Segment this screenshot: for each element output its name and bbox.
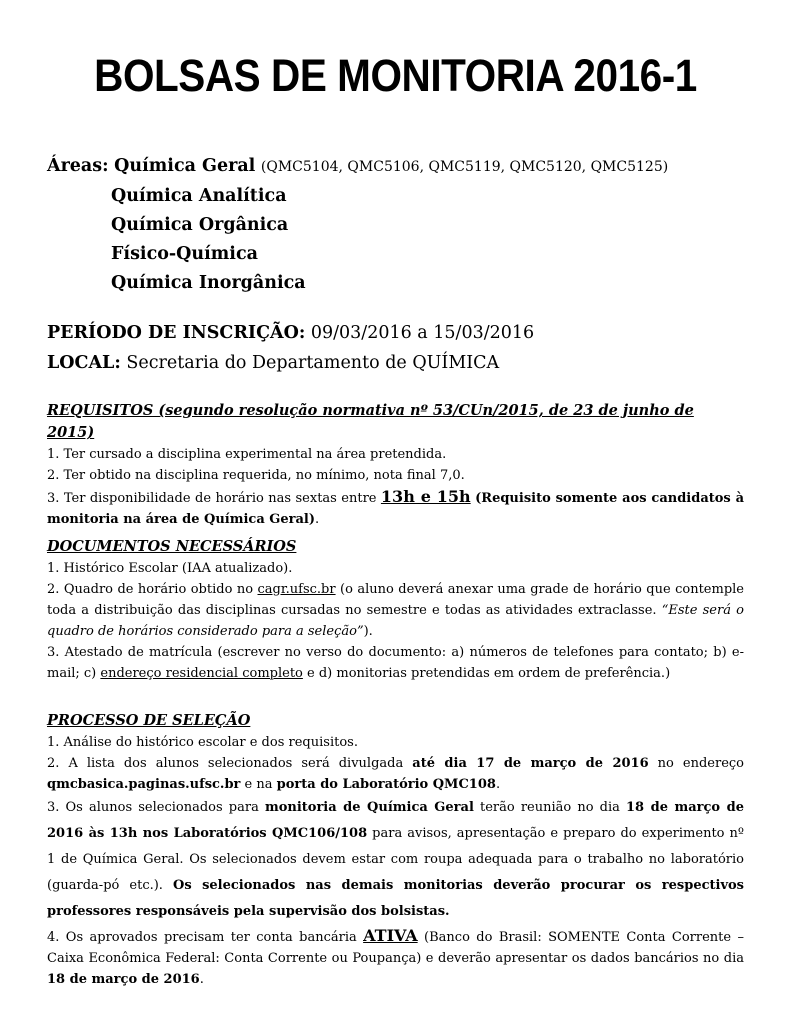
- processo-bold: porta do Laboratório QMC108: [276, 777, 496, 792]
- documento-underlined: endereço residencial completo: [100, 666, 303, 681]
- area-codes: (QMC5104, QMC5106, QMC5119, QMC5120, QMC5125): [260, 159, 669, 175]
- processo-heading: PROCESSO DE SELEÇÃO: [47, 712, 251, 729]
- processo-text: .: [495, 777, 501, 792]
- areas-label: Áreas:: [47, 156, 109, 176]
- periodo-value: 09/03/2016 a 15/03/2016: [310, 323, 535, 343]
- processo-item: [47, 753, 744, 795]
- processo-text: no endereço: [648, 756, 744, 771]
- documento-item: 1. Histórico Escolar (IAA atualizado).: [47, 561, 293, 576]
- area-item: Química Analítica: [111, 186, 287, 206]
- processo-text: para avisos, apresentação e preparo do experimento nº 1 de Química Geral. Os selecionados devem estar com roupa adequada para o trabalho no laboratório (guarda-pó etc.).: [47, 826, 745, 893]
- processo-text: e na: [240, 777, 277, 792]
- area-item: Química Orgânica: [111, 215, 289, 235]
- processo-item: 1. Análise do histórico escolar e dos requisitos.: [47, 735, 358, 750]
- processo-bold: até dia 17 de março de 2016: [412, 756, 649, 771]
- areas-first-line: [47, 152, 668, 182]
- requisito-item: 2. Ter obtido na disciplina requerida, no mínimo, nota final 7,0.: [47, 468, 465, 483]
- documento-text: (o aluno deverá anexar uma grade de horário que contemple toda a distribuição das disciplinas cursadas no semestre e todas as atividades extraclasse.: [47, 582, 744, 618]
- processo-text: (Banco do Brasil: SOMENTE Conta Corrente – Caixa Econômica Federal: Conta Corrente ou Poupança) e deverão apresentar os dados bancários no dia: [47, 930, 744, 966]
- processo-text: terão reunião no dia: [473, 800, 627, 815]
- area-item: Química Inorgânica: [111, 273, 306, 293]
- processo-bold: 18 de março de 2016 às 13h nos Laboratórios QMC106/108: [47, 800, 744, 841]
- processo-bold: Os selecionados nas demais monitorias deverão procurar os respectivos professores responsáveis pela supervisão dos bolsistas.: [47, 878, 744, 919]
- processo-bold: monitoria de Química Geral: [264, 800, 474, 815]
- processo-site: qmcbasica.paginas.ufsc.br: [47, 777, 241, 792]
- documento-item: [47, 579, 744, 642]
- cagr-link[interactable]: cagr.ufsc.br: [257, 582, 336, 597]
- requisito-horario: 13h e 15h: [380, 487, 471, 506]
- documento-item: [47, 642, 744, 684]
- processo-text: 4. Os aprovados precisam ter conta bancária: [47, 930, 364, 945]
- areas-block: [47, 152, 668, 298]
- requisito-text: .: [315, 512, 320, 527]
- requisito-note: (Requisito somente aos candidatos à monitoria na área de Química Geral): [47, 491, 744, 527]
- info-block: [47, 318, 534, 378]
- periodo-line: [47, 318, 534, 348]
- area-item: Físico-Química: [111, 244, 258, 264]
- documentos-heading: DOCUMENTOS NECESSÁRIOS: [47, 538, 297, 555]
- documentos-section: [47, 536, 744, 684]
- processo-item: [47, 795, 744, 925]
- page-title: BOLSAS DE MONITORIA 2016-1: [94, 50, 697, 101]
- requisito-item: 1. Ter cursado a disciplina experimental na área pretendida.: [47, 447, 447, 462]
- processo-text: .: [199, 972, 204, 987]
- processo-text: 2. A lista dos alunos selecionados será divulgada: [47, 756, 413, 771]
- requisito-item: [47, 486, 744, 530]
- documento-text: ).: [363, 624, 373, 639]
- area-quimica-geral: Química Geral: [114, 156, 256, 176]
- documento-text: 3. Atestado de matrícula (escrever no verso do documento: a) números de telefones para contato; b) e-mail; c): [47, 645, 744, 681]
- local-value: Secretaria do Departamento de QUÍMICA: [126, 353, 500, 373]
- processo-text: 3. Os alunos selecionados para: [47, 800, 265, 815]
- documento-quote: “Este será o quadro de horários considerado para a seleção”: [47, 603, 744, 639]
- processo-section: [47, 710, 744, 990]
- processo-ativa: ATIVA: [363, 926, 418, 945]
- processo-bold: 18 de março de 2016: [47, 972, 200, 987]
- local-line: [47, 348, 534, 378]
- documento-text: 2. Quadro de horário obtido no: [47, 582, 258, 597]
- documento-text: e d) monitorias pretendidas em ordem de preferência.): [302, 666, 671, 681]
- requisito-text: 3. Ter disponibilidade de horário nas sextas entre: [47, 491, 381, 506]
- periodo-label: PERÍODO DE INSCRIÇÃO:: [47, 323, 306, 343]
- requisitos-heading: REQUISITOS (segundo resolução normativa nº 53/CUn/2015, de 23 de junho de 2015): [47, 402, 694, 441]
- local-label: LOCAL:: [47, 353, 121, 373]
- requisitos-section: [47, 400, 744, 530]
- processo-item: [47, 925, 744, 990]
